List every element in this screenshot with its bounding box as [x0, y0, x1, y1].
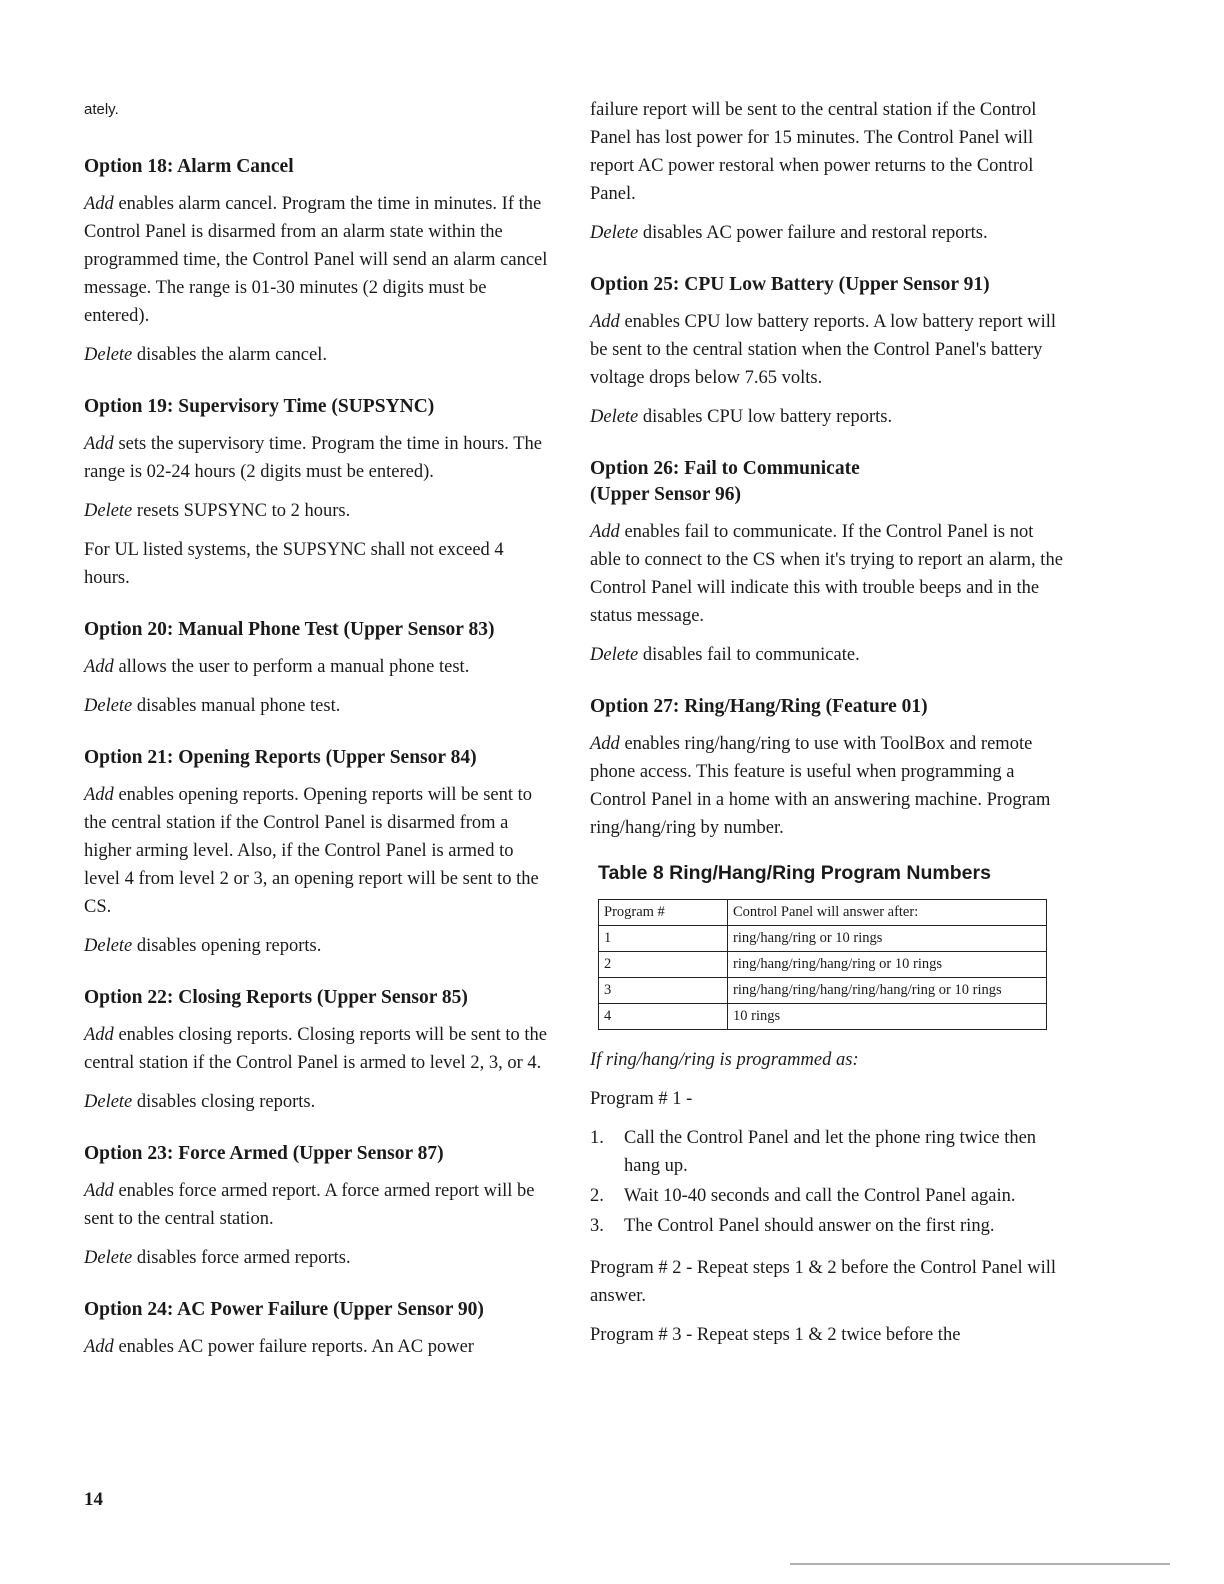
add-paragraph — [84, 653, 552, 681]
step-text: Wait 10-40 seconds and call the Control Panel again. — [624, 1186, 1016, 1206]
option-heading: Option 25: CPU Low Battery (Upper Sensor 91) — [590, 274, 990, 295]
option-heading: Option 20: Manual Phone Test (Upper Sensor 83) — [84, 619, 495, 640]
delete-keyword: Delete — [590, 407, 639, 427]
delete-keyword: Delete — [590, 223, 639, 243]
program-2-line: Program # 2 - Repeat steps 1 & 2 before the Control Panel will answer. — [590, 1258, 1057, 1306]
add-paragraph — [590, 518, 1066, 630]
option-heading: Option 24: AC Power Failure (Upper Sensor 90) — [84, 1299, 484, 1320]
delete-keyword: Delete — [84, 345, 133, 365]
right-column — [590, 96, 1066, 1360]
delete-paragraph — [590, 219, 1066, 247]
option-heading: Option 21: Opening Reports (Upper Sensor 84) — [84, 747, 477, 768]
add-keyword: Add — [590, 312, 620, 332]
program-3-line: Program # 3 - Repeat steps 1 & 2 twice before the — [590, 1325, 961, 1345]
delete-description: disables opening reports. — [132, 936, 322, 956]
add-description: enables force armed report. A force armed report will be sent to the central station. — [84, 1181, 535, 1229]
table-caption: Table 8 Ring/Hang/Ring Program Numbers — [598, 862, 991, 884]
option-24-section — [84, 1297, 552, 1361]
option-heading-line1: Option 26: Fail to Communicate — [590, 458, 860, 479]
table-row — [599, 952, 1047, 978]
table-cell: 3 — [599, 978, 728, 1004]
add-keyword: Add — [84, 657, 114, 677]
option-heading: Option 19: Supervisory Time (SUPSYNC) — [84, 396, 435, 417]
add-paragraph — [84, 781, 552, 921]
table-header-cell: Control Panel will answer after: — [728, 900, 1047, 926]
add-description: enables opening reports. Opening reports will be sent to the central station if the Control Panel is disarmed from a higher arming level. Also, if the Control Panel is armed to level 4 from level 2 or 3, an opening report will be sent to the CS. — [84, 785, 539, 917]
step-number: 1. — [590, 1128, 604, 1148]
table-cell: ring/hang/ring/hang/ring or 10 rings — [728, 952, 1047, 978]
delete-description: disables closing reports. — [132, 1092, 316, 1112]
add-paragraph — [84, 1021, 552, 1077]
delete-paragraph — [84, 932, 552, 960]
table-cell: ring/hang/ring or 10 rings — [728, 926, 1047, 952]
scan-artifact-line — [790, 1563, 1170, 1565]
ul-note: For UL listed systems, the SUPSYNC shall not exceed 4 hours. — [84, 540, 504, 588]
list-item — [590, 1124, 1066, 1180]
delete-description: disables the alarm cancel. — [132, 345, 327, 365]
add-keyword: Add — [84, 434, 114, 454]
table-header-cell: Program # — [599, 900, 728, 926]
add-keyword: Add — [590, 734, 620, 754]
option-heading: Option 27: Ring/Hang/Ring (Feature 01) — [590, 696, 928, 717]
continued-text: failure report will be sent to the central station if the Control Panel has lost power for 15 minutes. The Control Panel will report AC power restoral when power returns to the Control Panel. — [590, 100, 1037, 204]
left-column — [84, 96, 552, 1386]
option-18-section — [84, 154, 552, 369]
option-heading: Option 18: Alarm Cancel — [84, 156, 294, 177]
step-text: Call the Control Panel and let the phone ring twice then hang up. — [624, 1128, 1037, 1176]
option-25-section — [590, 272, 1066, 431]
delete-keyword: Delete — [84, 696, 133, 716]
list-item — [590, 1182, 1066, 1210]
table-cell: 2 — [599, 952, 728, 978]
option-26-section — [590, 456, 1066, 669]
delete-paragraph — [590, 403, 1066, 431]
delete-paragraph — [84, 692, 552, 720]
delete-keyword: Delete — [84, 1092, 133, 1112]
delete-keyword: Delete — [84, 501, 133, 521]
option-19-section — [84, 394, 552, 592]
add-description: allows the user to perform a manual phone test. — [113, 657, 470, 677]
continued-text: ately. — [84, 101, 119, 118]
program-numbers-table — [598, 899, 1047, 1030]
delete-description: disables AC power failure and restoral reports. — [638, 223, 988, 243]
delete-description: disables manual phone test. — [132, 696, 341, 716]
option-20-section — [84, 617, 552, 720]
table-row — [599, 978, 1047, 1004]
delete-paragraph — [590, 641, 1066, 669]
add-description: enables fail to communicate. If the Control Panel is not able to connect to the CS when it's trying to report an alarm, the Control Panel will indicate this with trouble beeps and in the status message. — [590, 522, 1063, 626]
add-description: enables AC power failure reports. An AC power — [113, 1337, 474, 1357]
add-keyword: Add — [84, 785, 114, 805]
add-keyword: Add — [84, 1025, 114, 1045]
add-description: enables alarm cancel. Program the time in minutes. If the Control Panel is disarmed from an alarm state within the programmed time, the Control Panel will send an alarm cancel message. The range is 01-30 minutes (2 digits must be entered). — [84, 194, 548, 326]
option-23-section — [84, 1141, 552, 1272]
list-item — [590, 1212, 1066, 1240]
delete-description: disables force armed reports. — [132, 1248, 351, 1268]
add-paragraph — [590, 730, 1066, 842]
step-text: The Control Panel should answer on the first ring. — [624, 1216, 995, 1236]
step-number: 2. — [590, 1186, 604, 1206]
table-cell: 4 — [599, 1004, 728, 1030]
add-description: enables closing reports. Closing reports will be sent to the central station if the Control Panel is armed to level 2, 3, or 4. — [84, 1025, 547, 1073]
option-heading: Option 22: Closing Reports (Upper Sensor 85) — [84, 987, 468, 1008]
programmed-as-line — [590, 1046, 1066, 1074]
delete-paragraph — [84, 341, 552, 369]
program-1-line: Program # 1 - — [590, 1089, 693, 1109]
table-header-row — [599, 900, 1047, 926]
delete-paragraph — [84, 497, 552, 525]
table-row — [599, 926, 1047, 952]
table-cell: 10 rings — [728, 1004, 1047, 1030]
table-cell: 1 — [599, 926, 728, 952]
table-row — [599, 1004, 1047, 1030]
add-description: enables CPU low battery reports. A low battery report will be sent to the central station when the Control Panel's battery voltage drops below 7.65 volts. — [590, 312, 1057, 388]
option-heading-line2: (Upper Sensor 96) — [590, 484, 741, 505]
delete-paragraph — [84, 1088, 552, 1116]
add-paragraph — [84, 1333, 552, 1361]
add-paragraph — [84, 430, 552, 486]
option-heading: Option 23: Force Armed (Upper Sensor 87) — [84, 1143, 444, 1164]
add-description: enables ring/hang/ring to use with ToolBox and remote phone access. This feature is useful when programming a Control Panel in a home with an answering machine. Program ring/hang/ring by number. — [590, 734, 1051, 838]
add-keyword: Add — [84, 1337, 114, 1357]
delete-description: disables fail to communicate. — [638, 645, 860, 665]
option-heading — [590, 456, 1066, 508]
option-21-section — [84, 745, 552, 960]
delete-keyword: Delete — [84, 1248, 133, 1268]
add-description: sets the supervisory time. Program the time in hours. The range is 02-24 hours (2 digits must be entered). — [84, 434, 542, 482]
step-number: 3. — [590, 1216, 604, 1236]
add-paragraph — [84, 190, 552, 330]
delete-paragraph — [84, 1244, 552, 1272]
table-cell: ring/hang/ring/hang/ring/hang/ring or 10 rings — [728, 978, 1047, 1004]
delete-keyword: Delete — [84, 936, 133, 956]
steps-list — [590, 1124, 1066, 1240]
option-27-section — [590, 694, 1066, 842]
add-paragraph — [84, 1177, 552, 1233]
programmed-as-text: If ring/hang/ring is programmed as: — [590, 1050, 859, 1070]
delete-description: resets SUPSYNC to 2 hours. — [132, 501, 351, 521]
delete-description: disables CPU low battery reports. — [638, 407, 893, 427]
add-keyword: Add — [590, 522, 620, 542]
add-paragraph — [590, 308, 1066, 392]
option-22-section — [84, 985, 552, 1116]
page-number: 14 — [84, 1489, 103, 1510]
add-keyword: Add — [84, 194, 114, 214]
add-keyword: Add — [84, 1181, 114, 1201]
delete-keyword: Delete — [590, 645, 639, 665]
